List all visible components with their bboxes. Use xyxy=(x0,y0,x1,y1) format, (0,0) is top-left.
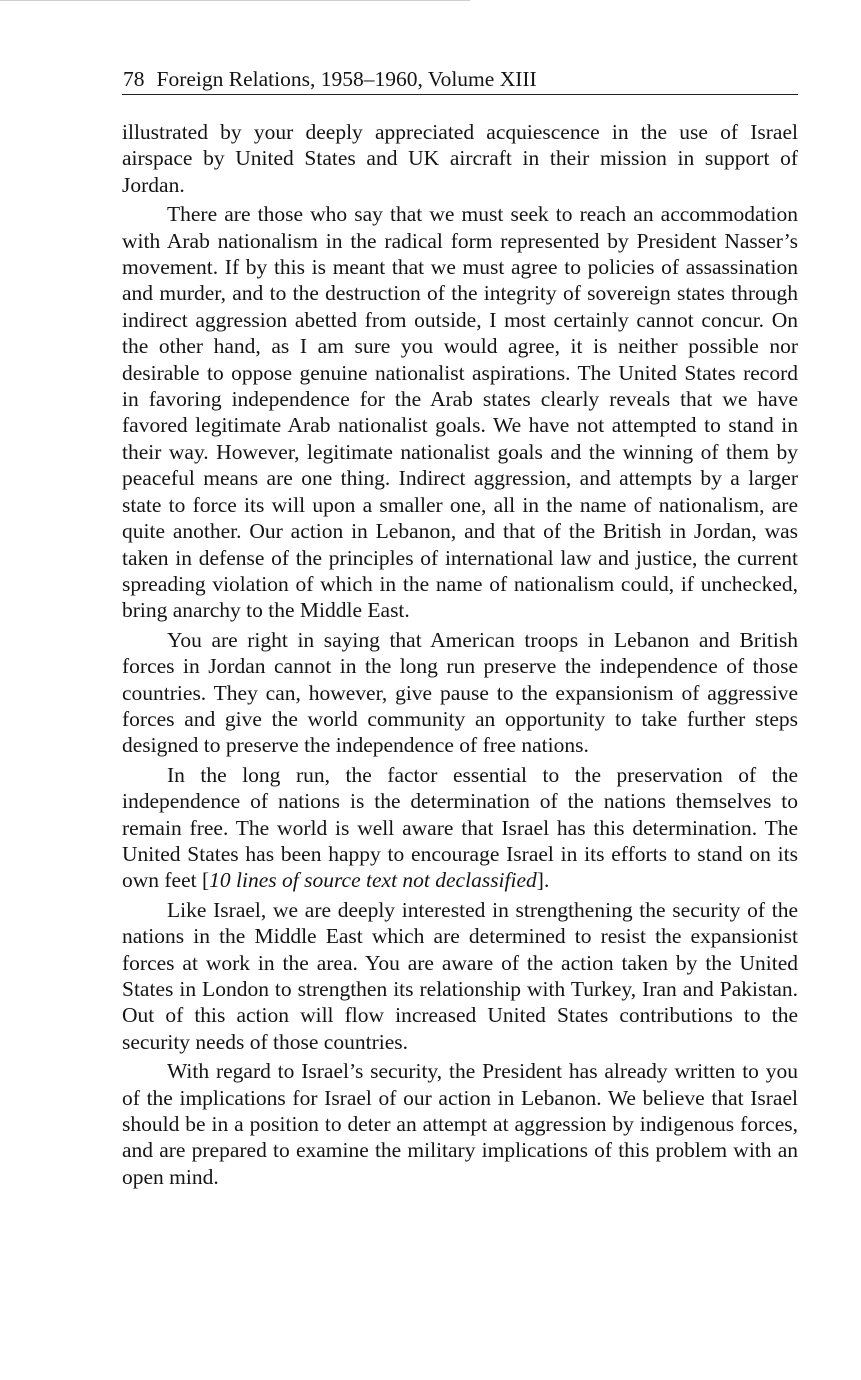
paragraph-4-text: In the long run, the factor essential to the preservation of the independence of nations is the determination of the nations themselves to remain free. The world is well aware that Israel has this determination. The United States has been happy to encourage Israel in its efforts to stand on its own feet [ xyxy=(122,762,798,893)
running-title: Foreign Relations, 1958–1960, Volume XIII xyxy=(156,67,537,91)
paragraph-2-text: There are those who say that we must seek to reach an accommodation with Arab nationalism in the radical form represented by President Nasser’s movement. If by this is meant that we must agree to policies of assassination and murder, and to the destruction of the integrity of sovereign states through indirect aggression abetted from outside, I most certainly cannot concur. On the other hand, as I am sure you would agree, it is neither possible nor desirable to oppose genuine nationalist aspirations. The United States record in favoring independence for the Arab states clearly reveals that we have favored legitimate Arab nationalist goals. We have not attempted to stand in their way. However, legitimate nationalist goals and the winning of them by peaceful means are one thing. Indirect aggression, and attempts by a larger state to force its will upon a smaller one, all in the name of nationalism, are quite another. Our action in Lebanon, and that of the British in Jordan, was taken in defense of the principles of international law and justice, the current spreading violation of which in the name of nationalism could, if unchecked, bring anarchy to the Middle East. xyxy=(122,202,798,623)
running-header xyxy=(122,64,798,95)
page-number: 78 xyxy=(123,67,145,91)
paragraph-1-text: illustrated by your deeply appreciated acquiescence in the use of Israel airspace by United States and UK aircraft in their mission in support of Jordan. xyxy=(122,120,798,197)
document-page xyxy=(122,64,798,1193)
paragraph-3-text: You are right in saying that American troops in Lebanon and British forces in Jordan cannot in the long run preserve the independence of those countries. They can, however, give pause to the expansionism of aggressive forces and give the world community an opportunity to take further steps designed to preserve the independence of free nations. xyxy=(122,627,798,758)
body-text xyxy=(122,119,798,1190)
paragraph-2 xyxy=(122,201,798,624)
paragraph-5-text: Like Israel, we are deeply interested in strengthening the security of the nations in the Middle East which are determined to resist the expansionist forces at work in the area. You are aware of the action taken by the United States in London to strengthen its relationship with Turkey, Iran and Pakistan. Out of this action will flow increased United States contributions to the security needs of those countries. xyxy=(122,897,798,1054)
paragraph-6 xyxy=(122,1058,798,1190)
paragraph-6-text: With regard to Israel’s security, the President has already written to you of the implications for Israel of our action in Lebanon. We believe that Israel should be in a position to deter an attempt at aggression by indigenous forces, and are prepared to examine the military implications of this problem with an open mind. xyxy=(122,1059,798,1189)
editorial-note: 10 lines of source text not declassified xyxy=(209,868,537,893)
paragraph-4 xyxy=(122,762,798,894)
paragraph-1 xyxy=(122,119,798,198)
paragraph-3 xyxy=(122,627,798,759)
scan-edge-line xyxy=(0,0,470,1)
paragraph-4-close: ]. xyxy=(536,868,550,893)
paragraph-5 xyxy=(122,897,798,1055)
